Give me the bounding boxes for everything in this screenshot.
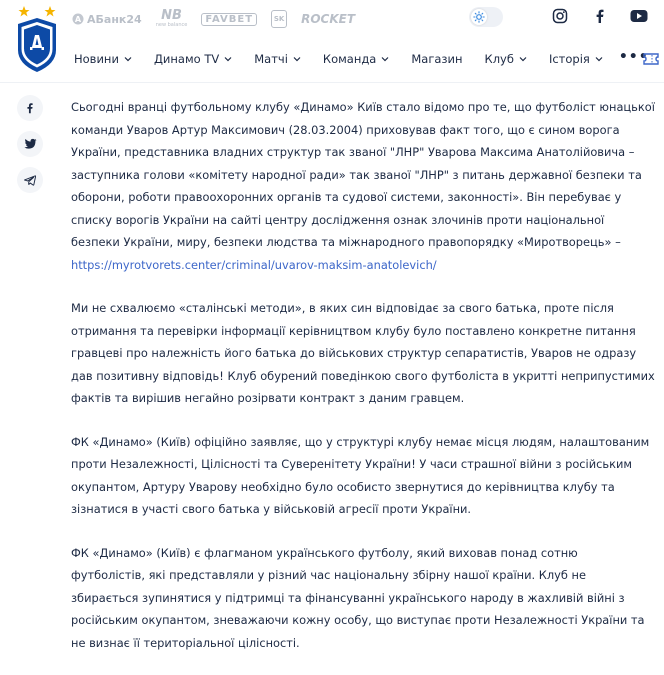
nav-item-club[interactable]: Клуб: [485, 52, 527, 66]
article-body: [71, 96, 655, 675]
nav-item-matches[interactable]: Матчі: [254, 52, 301, 66]
chevron-down-icon: [124, 55, 132, 63]
sponsors-bar: [72, 9, 355, 29]
nav-item-history[interactable]: Історія: [549, 52, 603, 66]
nav-more-button[interactable]: •••: [618, 49, 649, 65]
myrotvorets-link[interactable]: https://myrotvorets.center/criminal/uvarov-maksim-anatolevich/: [71, 257, 437, 272]
chevron-down-icon: [293, 55, 301, 63]
youtube-icon[interactable]: [630, 9, 648, 23]
nav-item-news[interactable]: Новини: [74, 52, 132, 66]
article-paragraph: ФК «Динамо» (Київ) є флагманом українського футболу, який виховав понад сотню футболістів, які представляли у різний час національну збірну нашої країни. Клуб не збирається зупинятися у підтримці та фінансуванні українського народу в жахливій війні з російським окупантом, зневажаючи кожну особу, що виступає проти Незалежності України та не визнає її територіальної цілісності.: [71, 545, 645, 650]
nav-item-shop[interactable]: Магазин: [411, 52, 463, 66]
sponsor-newbalance[interactable]: NB new balance: [155, 8, 188, 28]
sun-icon: [471, 9, 487, 25]
sponsor-abank[interactable]: A АБанк24: [72, 13, 142, 26]
main-nav: [74, 49, 664, 66]
facebook-icon[interactable]: [592, 8, 608, 24]
chevron-down-icon: [519, 55, 527, 63]
share-telegram-button[interactable]: [17, 167, 43, 193]
article-paragraph: ФК «Динамо» (Київ) офіційно заявляє, що у структурі клубу немає місця людям, налаштованим проти Незалежності, Цілісності та Суверенітету України! У часи страшної війни з російським окупантом, Артуру Уварову необхідно було особисто звернутися до керівництва клубу та зізнатися в участі свого батька у військовій агресії проти України.: [71, 434, 650, 516]
instagram-icon[interactable]: [552, 8, 568, 24]
share-twitter-button[interactable]: [17, 131, 43, 157]
sponsor-sk[interactable]: SK: [271, 10, 287, 28]
share-facebook-button[interactable]: [17, 95, 43, 121]
article-paragraph: Сьогодні вранці футбольному клубу «Динамо» Київ стало відомо про те, що футболіст юнацької команди Уваров Артур Максимович (28.03.2004) приховував факт того, що є сином ворога України, представника владних структур так званої "ЛНР" Уварова Максима Анатолійовича – заступника голови «комітету народної ради» так званої "ЛНР" з питань державної безпеки та оборони, роботи правоохоронних органів та судової системи, законності». Він перебуває у списку ворогів України на сайті центру дослідження ознак злочинів проти національної безпеки України, миру, безпеки людства та міжнародного правопорядку «Миротворець» – https://myrotvorets.center/criminal/uvarov-maksim-anatolevich/: [71, 100, 655, 272]
abank-icon: [72, 13, 84, 25]
ticket-icon[interactable]: [643, 52, 659, 66]
sponsor-rocket[interactable]: ROCKET: [301, 12, 356, 26]
article-paragraph: Ми не схвалюємо «сталінські методи», в яких син відповідає за свого батька, проте після отримання та перевірки інформації керівництвом клубу було поставлено конкретне питання гравцеві про належність його батька до військових структур сепаратистів, Уваров не одразу дав позитивну відповідь! Клуб обурений поведінкою свого футболіста в укритті неприпустимих фактів та вирішив негайно розірвати контракт з даним гравцем.: [71, 301, 655, 405]
sponsor-favbet[interactable]: FAVBET: [201, 13, 257, 26]
telegram-icon: [24, 175, 36, 186]
chevron-down-icon: [224, 55, 232, 63]
chevron-down-icon: [595, 55, 603, 63]
nav-item-dynamo-tv[interactable]: Динамо TV: [154, 52, 232, 66]
svg-text:A: A: [74, 15, 82, 24]
chevron-down-icon: [381, 55, 389, 63]
facebook-icon: [24, 102, 36, 114]
twitter-icon: [24, 138, 37, 150]
dynamo-logo[interactable]: [14, 4, 60, 74]
nav-item-team[interactable]: Команда: [323, 52, 389, 66]
site-header: [0, 0, 664, 83]
theme-toggle[interactable]: [469, 7, 503, 27]
